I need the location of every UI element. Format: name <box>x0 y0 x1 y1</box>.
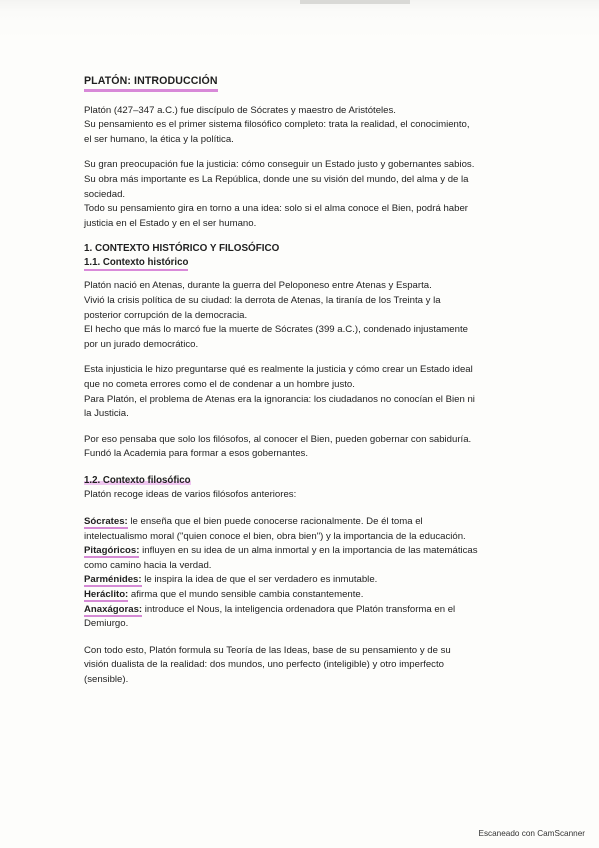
subsection-1-2-heading: 1.2. Contexto filosófico <box>84 474 191 486</box>
text-line: que no cometa errores como el de condenar a un hombre justo. <box>84 378 355 390</box>
text-line: Platón recoge ideas de varios filósofos anteriores: <box>84 489 297 501</box>
text-line: Vivió la crisis política de su ciudad: la derrota de Atenas, la tiranía de los Treinta y la <box>84 294 441 306</box>
intro-paragraph-2 <box>84 158 524 231</box>
term-anaxagoras: Anaxágoras: <box>84 603 143 615</box>
text-line: le enseña que el bien puede conocerse racionalmente. De él toma el <box>127 516 423 528</box>
text-line: visión dualista de la realidad: dos mundos, uno perfecto (inteligible) y otro imperfecto <box>84 659 444 671</box>
philosopher-list <box>84 515 524 632</box>
text-line: Platón (427–347 a.C.) fue discípulo de Sócrates y maestro de Aristóteles. <box>84 104 396 116</box>
text-line: Su pensamiento es el primer sistema filosófico completo: trata la realidad, el conocimiento, <box>84 119 470 131</box>
list-item-anaxagoras <box>84 603 524 632</box>
text-line: Fundó la Academia para formar a esos gobernantes. <box>84 448 308 460</box>
text-line: El hecho que más lo marcó fue la muerte de Sócrates (399 a.C.), condenado injustamente <box>84 324 468 336</box>
text-line: como camino hacia la verdad. <box>84 559 212 571</box>
document-body <box>84 74 524 699</box>
scan-edge-shadow <box>300 0 410 4</box>
term-heraclito: Heráclito: <box>84 589 129 601</box>
list-item-pitagoricos <box>84 544 524 573</box>
text-line: justicia en el Estado y en el ser humano. <box>84 217 257 229</box>
page-title: PLATÓN: INTRODUCCIÓN <box>84 74 218 92</box>
text-line: sociedad. <box>84 188 126 200</box>
text-line: Esta injusticia le hizo preguntarse qué es realmente la justicia y cómo crear un Estado ideal <box>84 364 473 376</box>
list-item-socrates <box>84 515 524 544</box>
term-socrates: Sócrates: <box>84 516 128 528</box>
historic-paragraph-3 <box>84 433 524 462</box>
text-line: intelectualismo moral ("quien conoce el bien, obra bien") y la importancia de la educación. <box>84 530 466 542</box>
section-1 <box>84 242 524 687</box>
text-line: Demiurgo. <box>84 618 129 630</box>
term-parmenides: Parménides: <box>84 574 142 586</box>
text-line: (sensible). <box>84 674 129 685</box>
text-line: introduce el Nous, la inteligencia ordenadora que Platón transforma en el <box>142 603 456 615</box>
text-line: le inspira la idea de que el ser verdadero es inmutable. <box>141 574 378 586</box>
text-line: Todo su pensamiento gira en torno a una idea: solo si el alma conoce el Bien, podrá haber <box>84 203 468 215</box>
text-line: la Justicia. <box>84 408 129 420</box>
list-item-parmenides <box>84 573 524 588</box>
subsection-1-1-heading: 1.1. Contexto histórico <box>84 256 188 271</box>
text-line: Por eso pensaba que solo los filósofos, al conocer el Bien, pueden gobernar con sabiduría. <box>84 433 472 445</box>
text-line: Con todo esto, Platón formula su Teoría de las Ideas, base de su pensamiento y de su <box>84 644 451 656</box>
scanner-watermark: Escaneado con CamScanner <box>478 829 585 838</box>
historic-paragraph-2 <box>84 363 524 421</box>
philosophic-intro <box>84 488 524 503</box>
term-pitagoricos: Pitagóricos: <box>84 545 140 557</box>
intro-paragraph-1 <box>84 104 524 148</box>
text-line: posterior corrupción de la democracia. <box>84 309 248 321</box>
list-item-heraclito <box>84 588 524 603</box>
section-1-heading: 1. CONTEXTO HISTÓRICO Y FILOSÓFICO <box>84 243 280 255</box>
historic-paragraph-1 <box>84 279 524 352</box>
text-line: Su gran preocupación fue la justicia: cómo conseguir un Estado justo y gobernantes sabios. <box>84 159 475 171</box>
text-line: Platón nació en Atenas, durante la guerra del Peloponeso entre Atenas y Esparta. <box>84 280 432 292</box>
text-line: Para Platón, el problema de Atenas era la ignorancia: los ciudadanos no conocían el Bien ni <box>84 393 475 405</box>
text-line: Su obra más importante es La República, donde une su visión del mundo, del alma y de la <box>84 173 469 185</box>
text-line: influyen en su idea de un alma inmortal y en la importancia de las matemáticas <box>139 545 478 557</box>
text-line: el ser humano, la ética y la política. <box>84 133 234 145</box>
closing-paragraph <box>84 644 524 688</box>
text-line: afirma que el mundo sensible cambia constantemente. <box>128 589 364 601</box>
text-line: por un jurado democrático. <box>84 338 199 350</box>
